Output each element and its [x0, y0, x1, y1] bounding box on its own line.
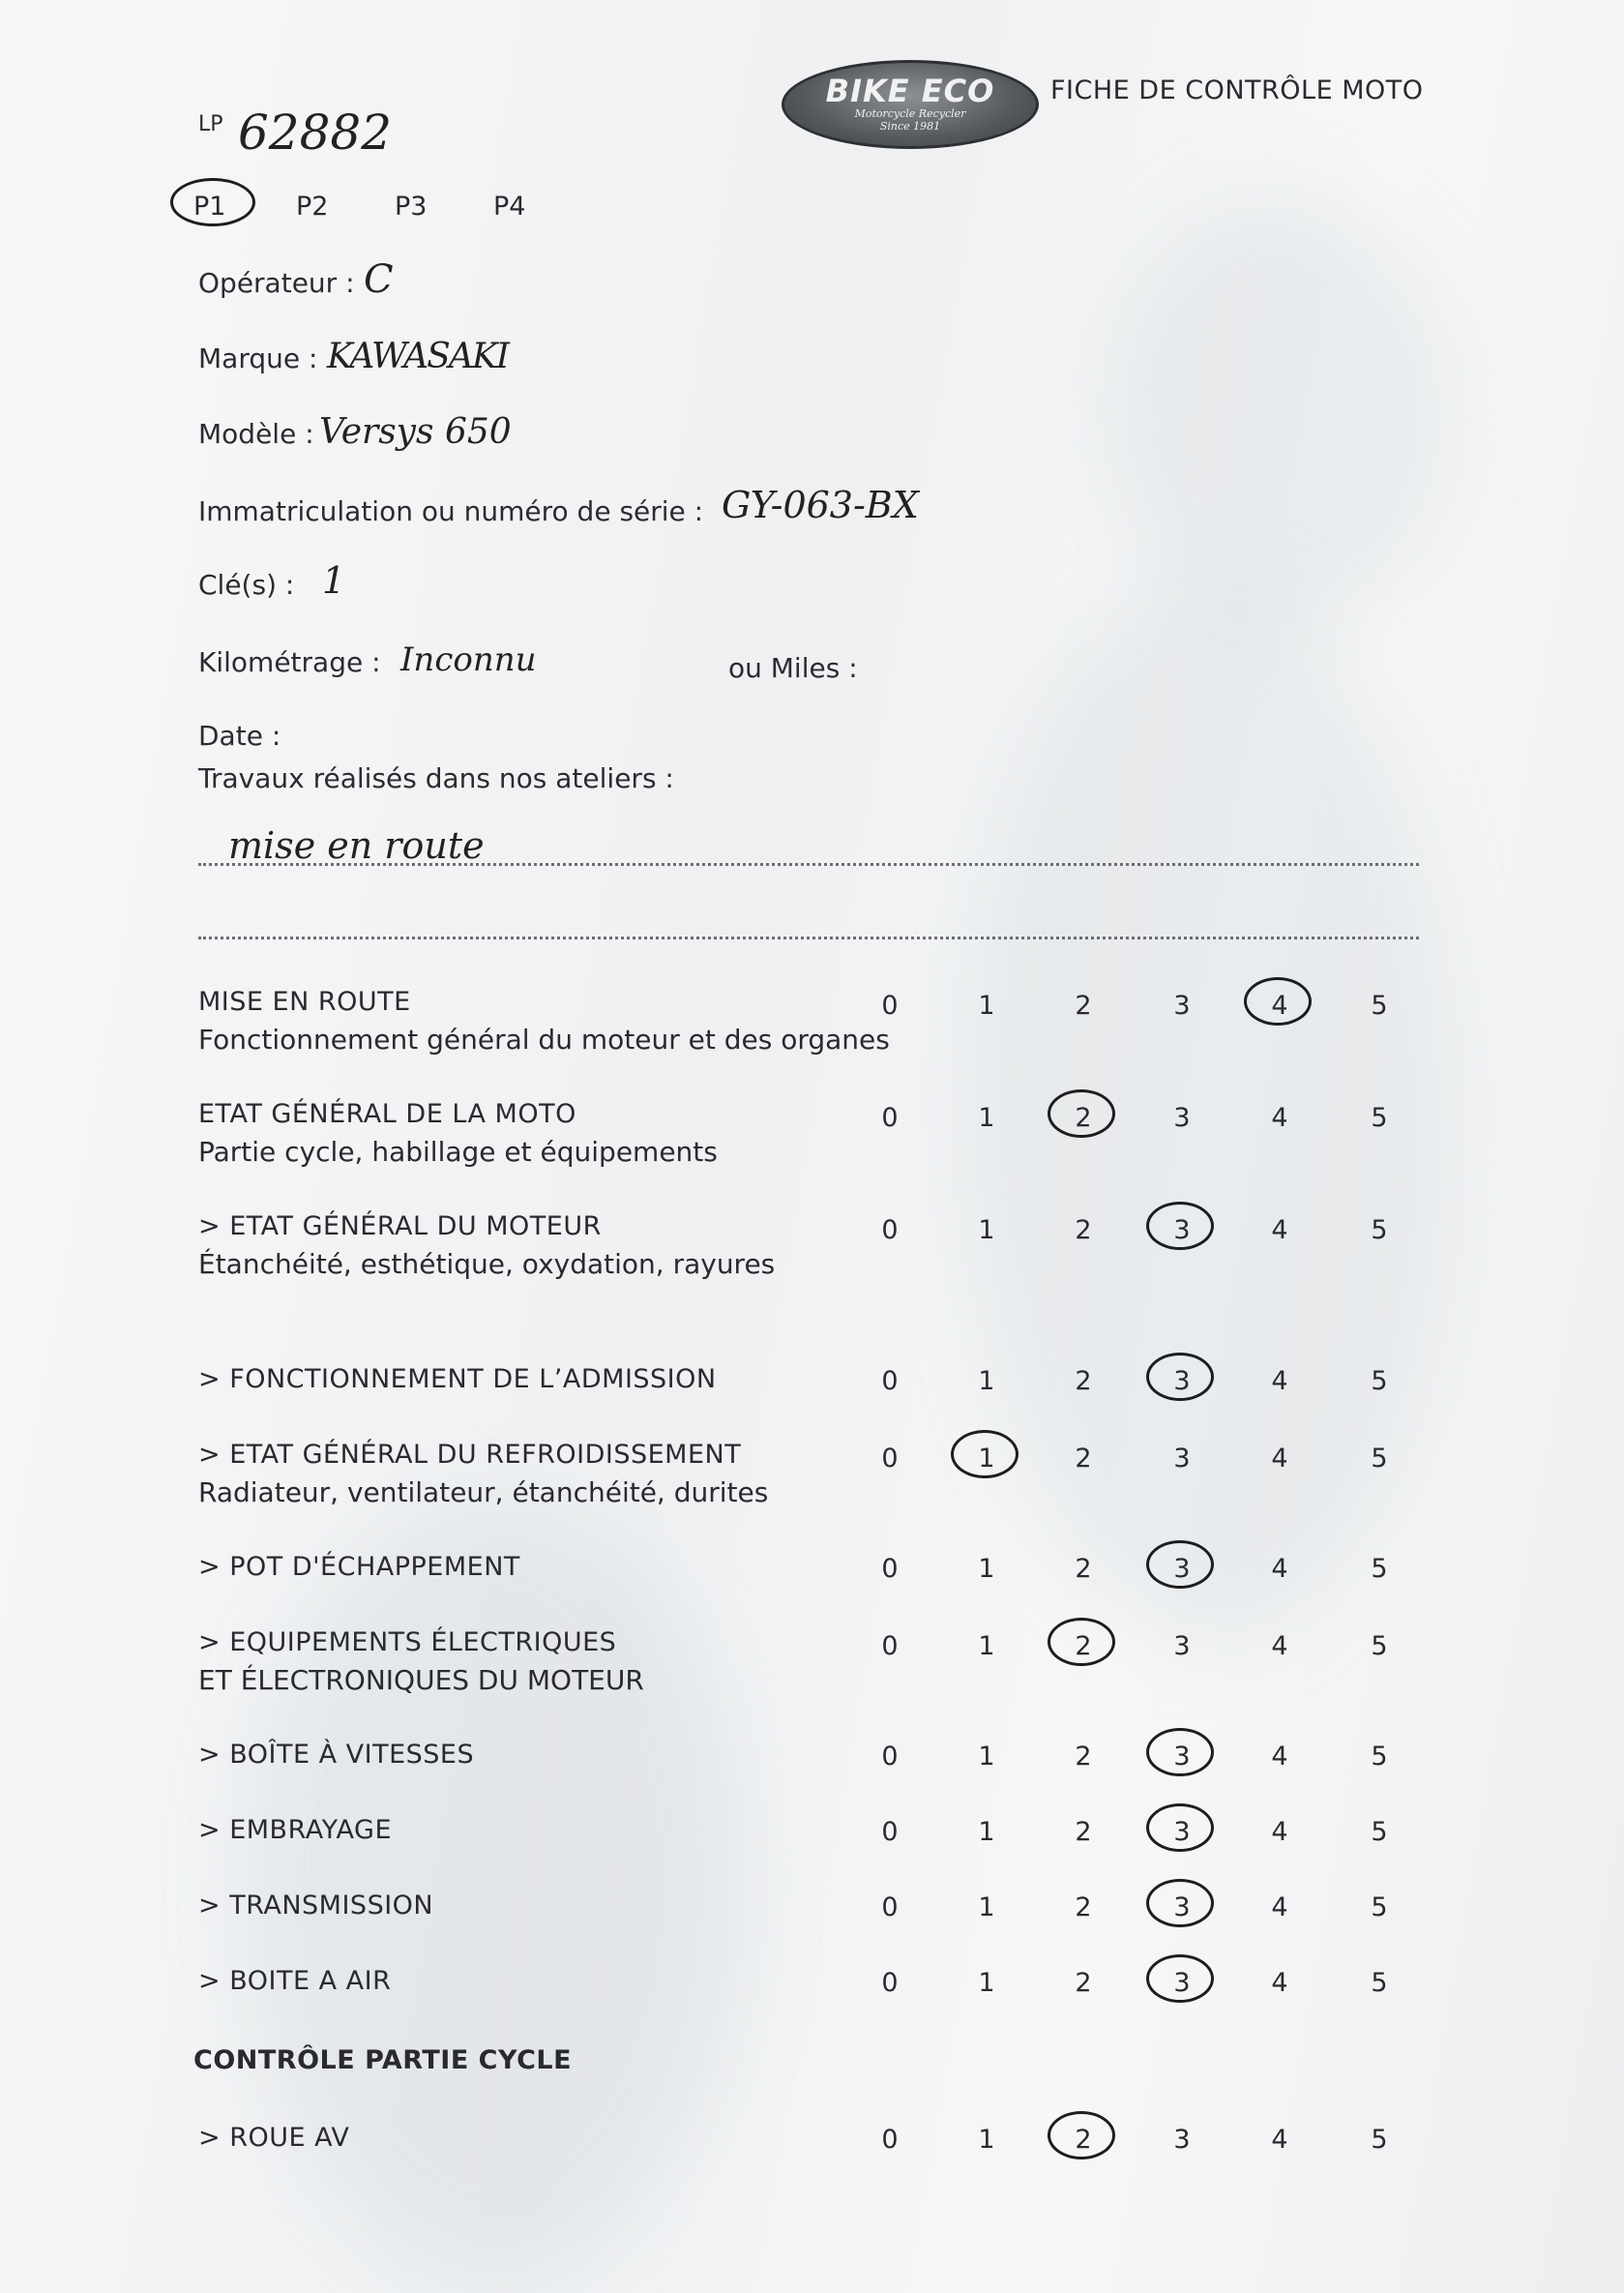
row-1-score-4[interactable]: 4 [1271, 1103, 1288, 1133]
page-tab-p3[interactable]: P3 [395, 192, 428, 222]
travaux-line-1-text[interactable]: mise en route [228, 824, 485, 867]
row-10-score-3[interactable]: 3 [1158, 1968, 1206, 1998]
row-0-score-1[interactable]: 1 [978, 991, 995, 1021]
row-2-score-0[interactable]: 0 [881, 1215, 899, 1245]
travaux-label: Travaux réalisés dans nos ateliers : [198, 762, 674, 794]
row-3-score-3[interactable]: 3 [1158, 1366, 1206, 1396]
row-2-score-3[interactable]: 3 [1158, 1215, 1206, 1245]
marque-value[interactable]: KAWASAKI [327, 337, 508, 376]
row-title-6: > EQUIPEMENTS ÉLECTRIQUES [198, 1627, 617, 1657]
row-4-score-3[interactable]: 3 [1173, 1444, 1191, 1474]
cycle-row-0-score-5[interactable]: 5 [1371, 2125, 1388, 2155]
row-5-score-1[interactable]: 1 [978, 1554, 995, 1584]
row-9-score-3[interactable]: 3 [1158, 1892, 1206, 1922]
cycle-row-0-score-2[interactable]: 2 [1059, 2125, 1107, 2155]
row-6-score-1[interactable]: 1 [978, 1631, 995, 1661]
immat-value[interactable]: GY-063-BX [722, 484, 919, 526]
row-6-score-4[interactable]: 4 [1271, 1631, 1288, 1661]
logo-since: Since 1981 [879, 120, 941, 133]
row-2-score-1[interactable]: 1 [978, 1215, 995, 1245]
logo-tagline: Motorcycle Recycler [854, 107, 966, 120]
row-title-5: > POT D'ÉCHAPPEMENT [198, 1552, 520, 1582]
row-title-7: > BOÎTE À VITESSES [198, 1740, 475, 1770]
row-1-score-3[interactable]: 3 [1173, 1103, 1191, 1133]
row-3-score-5[interactable]: 5 [1371, 1366, 1388, 1396]
marque-label: Marque : [198, 342, 318, 374]
row-7-score-3[interactable]: 3 [1158, 1742, 1206, 1772]
row-title-10: > BOITE A AIR [198, 1966, 392, 1996]
page-tab-p1[interactable]: P1 [193, 192, 226, 222]
row-0-score-4[interactable]: 4 [1255, 991, 1304, 1021]
immat-label: Immatriculation ou numéro de série : [198, 495, 704, 527]
cycle-row-0-score-0[interactable]: 0 [881, 2125, 899, 2155]
row-0-score-5[interactable]: 5 [1371, 991, 1388, 1021]
row-5-score-2[interactable]: 2 [1075, 1554, 1092, 1584]
kilometrage-value[interactable]: Inconnu [400, 640, 537, 679]
row-subtitle-0: Fonctionnement général du moteur et des organes [198, 1024, 890, 1056]
page-tab-p2[interactable]: P2 [296, 192, 329, 222]
row-7-score-2[interactable]: 2 [1075, 1742, 1092, 1772]
row-10-score-4[interactable]: 4 [1271, 1968, 1288, 1998]
operateur-label: Opérateur : [198, 267, 355, 299]
row-10-score-5[interactable]: 5 [1371, 1968, 1388, 1998]
row-9-score-5[interactable]: 5 [1371, 1892, 1388, 1922]
row-5-score-5[interactable]: 5 [1371, 1554, 1388, 1584]
row-subtitle-1: Partie cycle, habillage et équipements [198, 1136, 718, 1168]
row-0-score-3[interactable]: 3 [1173, 991, 1191, 1021]
row-title-2: > ETAT GÉNÉRAL DU MOTEUR [198, 1211, 602, 1241]
row-5-score-4[interactable]: 4 [1271, 1554, 1288, 1584]
row-1-score-1[interactable]: 1 [978, 1103, 995, 1133]
row-7-score-5[interactable]: 5 [1371, 1742, 1388, 1772]
row-10-score-0[interactable]: 0 [881, 1968, 899, 1998]
row-title-3: > FONCTIONNEMENT DE L’ADMISSION [198, 1364, 717, 1394]
cycle-row-title-0: > ROUE AV [198, 2123, 350, 2153]
row-title-0: MISE EN ROUTE [198, 987, 411, 1017]
row-3-score-4[interactable]: 4 [1271, 1366, 1288, 1396]
row-4-score-1[interactable]: 1 [962, 1444, 1011, 1474]
row-8-score-0[interactable]: 0 [881, 1817, 899, 1847]
operateur-value[interactable]: C [364, 257, 394, 302]
row-0-score-2[interactable]: 2 [1075, 991, 1092, 1021]
lp-label: LP [198, 112, 223, 136]
modele-value[interactable]: Versys 650 [319, 412, 512, 452]
row-6-score-0[interactable]: 0 [881, 1631, 899, 1661]
row-title-9: > TRANSMISSION [198, 1891, 434, 1921]
form-title: FICHE DE CONTRÔLE MOTO [1050, 75, 1424, 105]
cycle-row-0-score-1[interactable]: 1 [978, 2125, 995, 2155]
row-8-score-2[interactable]: 2 [1075, 1817, 1092, 1847]
cycle-row-0-score-3[interactable]: 3 [1173, 2125, 1191, 2155]
row-10-score-2[interactable]: 2 [1075, 1968, 1092, 1998]
row-3-score-1[interactable]: 1 [978, 1366, 995, 1396]
row-8-score-1[interactable]: 1 [978, 1817, 995, 1847]
row-1-score-2[interactable]: 2 [1059, 1103, 1107, 1133]
cles-value[interactable]: 1 [322, 559, 346, 602]
row-subtitle-4: Radiateur, ventilateur, étanchéité, durites [198, 1476, 769, 1508]
bike-eco-logo [782, 60, 1039, 149]
cycle-row-0-score-4[interactable]: 4 [1271, 2125, 1288, 2155]
row-5-score-0[interactable]: 0 [881, 1554, 899, 1584]
row-2-score-2[interactable]: 2 [1075, 1215, 1092, 1245]
lp-value: 62882 [238, 104, 393, 161]
row-7-score-0[interactable]: 0 [881, 1742, 899, 1772]
date-label: Date : [198, 720, 281, 752]
row-3-score-2[interactable]: 2 [1075, 1366, 1092, 1396]
row-0-score-0[interactable]: 0 [881, 991, 899, 1021]
section-partie-cycle-title: CONTRÔLE PARTIE CYCLE [193, 2045, 573, 2075]
travaux-line-2 [198, 937, 1419, 939]
kilometrage-label: Kilométrage : [198, 646, 381, 678]
miles-label: ou Miles : [728, 652, 858, 684]
row-4-score-5[interactable]: 5 [1371, 1444, 1388, 1474]
row-2-score-4[interactable]: 4 [1271, 1215, 1288, 1245]
row-6-score-3[interactable]: 3 [1173, 1631, 1191, 1661]
row-9-score-2[interactable]: 2 [1075, 1892, 1092, 1922]
modele-label: Modèle : [198, 418, 314, 450]
row-6-score-2[interactable]: 2 [1059, 1631, 1107, 1661]
row-4-score-0[interactable]: 0 [881, 1444, 899, 1474]
row-9-score-4[interactable]: 4 [1271, 1892, 1288, 1922]
page-tab-p4[interactable]: P4 [493, 192, 526, 222]
row-8-score-3[interactable]: 3 [1158, 1817, 1206, 1847]
row-5-score-3[interactable]: 3 [1158, 1554, 1206, 1584]
row-1-score-0[interactable]: 0 [881, 1103, 899, 1133]
cles-label: Clé(s) : [198, 569, 295, 601]
row-3-score-0[interactable]: 0 [881, 1366, 899, 1396]
row-title-1: ETAT GÉNÉRAL DE LA MOTO [198, 1099, 576, 1129]
travaux-line-1 [198, 863, 1419, 866]
row-7-score-4[interactable]: 4 [1271, 1742, 1288, 1772]
row-8-score-5[interactable]: 5 [1371, 1817, 1388, 1847]
row-8-score-4[interactable]: 4 [1271, 1817, 1288, 1847]
row-subtitle-6: ET ÉLECTRONIQUES DU MOTEUR [198, 1664, 644, 1696]
row-7-score-1[interactable]: 1 [978, 1742, 995, 1772]
row-title-4: > ETAT GÉNÉRAL DU REFROIDISSEMENT [198, 1440, 742, 1470]
row-title-8: > EMBRAYAGE [198, 1815, 392, 1845]
row-1-score-5[interactable]: 5 [1371, 1103, 1388, 1133]
row-subtitle-2: Étanchéité, esthétique, oxydation, rayures [198, 1248, 776, 1280]
row-9-score-0[interactable]: 0 [881, 1892, 899, 1922]
row-4-score-4[interactable]: 4 [1271, 1444, 1288, 1474]
logo-brand: BIKE ECO [825, 73, 995, 109]
row-2-score-5[interactable]: 5 [1371, 1215, 1388, 1245]
row-4-score-2[interactable]: 2 [1075, 1444, 1092, 1474]
row-10-score-1[interactable]: 1 [978, 1968, 995, 1998]
row-9-score-1[interactable]: 1 [978, 1892, 995, 1922]
row-6-score-5[interactable]: 5 [1371, 1631, 1388, 1661]
